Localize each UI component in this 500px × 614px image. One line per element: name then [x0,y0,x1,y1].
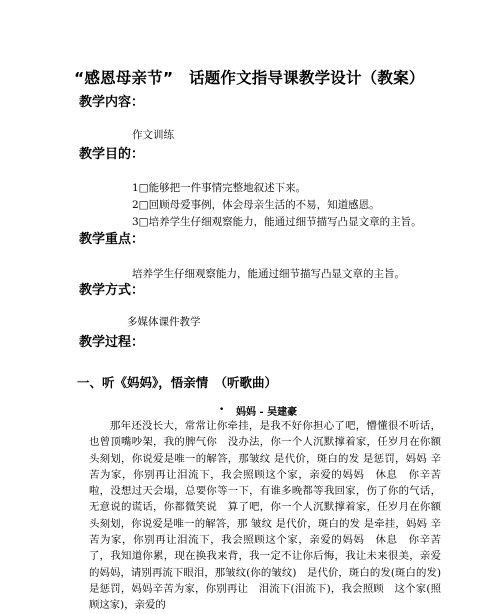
goal-item-2: 2□回顾母爱事例，体会母亲生活的不易，知道感恩。 [132,199,380,211]
goal-item-3: 3□培养学生仔细观察能力，能通过细节描写凸显文章的主旨。 [132,216,422,228]
document-title: “感恩母亲节” 话题作文指导课教学设计（教案） [74,69,425,87]
process-step-1: 一、听《妈妈》，悟亲情 （听歌曲） [77,375,278,390]
heading-teaching-process: 教学过程： [79,335,145,350]
goal-item-1: 1□能够把一件事情完整地叙述下来。 [132,182,307,194]
teaching-method-text: 多媒体课件教学 [127,316,201,328]
song-title: 妈妈 - 吴建豪 [236,407,298,418]
heading-teaching-method: 教学方式： [79,283,145,298]
key-points-text: 培养学生仔细观察能力，能通过细节描写凸显文章的主旨。 [132,268,405,280]
song-lyrics: 那年还没长大，常常让你牵挂，是我不好你担心了吧，懵懂很不听话，也曾顶嘴吵架，我的脾气你 没办法，你一个人沉默撑着家，任岁月在你额头刻划，你说爱是唯一的解答，那皱纹 是代价，斑白的发 是惩罚，妈妈 辛苦为家，你别再让泪流下，我会照顾这个家，亲爱的妈妈 休息 你辛苦啦，没想过天会塌，总要你等一下，有谁多晚都等我回家，伤了你的气话，无意说的谎话，你都微笑说 算了吧，你一个人沉默撑着家，任岁月在你额头刻划，你说爱是唯一的解答，那 皱纹 是代价，斑白的发 是牵挂，妈妈 辛苦为家，你别再让泪流下，我会照顾这个家，亲爱的妈妈 休息 你辛苦了，我知道你累，现在换我来背，我一定不让你后悔，我让未来很美，亲爱的妈妈，请别再流下眼泪，那皱纹(你的皱纹) 是代价，斑白的发(斑白的发) 是惩罚，妈妈辛苦为家，你别再让 泪流下(泪流下)，我会照顾 这个家(照顾这家)，亲爱的 [89,420,452,612]
heading-teaching-goals: 教学目的： [79,147,145,162]
teaching-content-text: 作文训练 [132,129,174,141]
heading-key-points: 教学重点： [79,232,145,247]
song-bullet: • [219,405,225,415]
heading-teaching-content: 教学内容： [79,95,145,110]
